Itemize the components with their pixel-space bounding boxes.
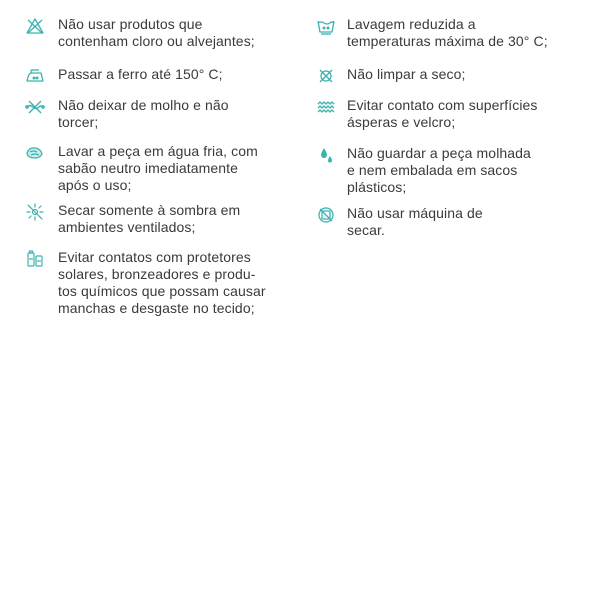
care-item-iron (24, 66, 223, 86)
care-text: Passar a ferro até 150° C; (58, 66, 223, 82)
no-bleach-icon (24, 16, 46, 36)
care-text: Não guardar a peça molhada e nem embalada em sacos plásticos; (347, 145, 531, 195)
care-item-wet-storage (315, 145, 531, 196)
care-text: Secar somente à sombra em ambientes ventilados; (58, 202, 241, 235)
care-text: Não usar produtos que contenham cloro ou alvejantes; (58, 16, 255, 49)
care-item-rough-surfaces (315, 97, 538, 131)
no-dry-clean-icon (315, 66, 337, 86)
care-item-shade-dry (24, 202, 240, 236)
care-text: Não limpar a seco; (347, 66, 466, 82)
care-item-no-machine-dry (315, 205, 483, 239)
shade-dry-icon (24, 202, 46, 222)
cold-water-wash-icon (24, 143, 46, 163)
care-text: Evitar contatos com protetores solares, bronzeadores e produ- tos químicos que possam causar manchas e desgaste no tecido; (58, 249, 266, 316)
rough-surfaces-icon (315, 97, 337, 117)
iron-150-icon (24, 66, 46, 86)
sunscreen-products-icon (24, 249, 46, 269)
care-item-wash-30 (315, 16, 548, 50)
care-item-no-soak (24, 97, 229, 131)
wash-30-icon (315, 16, 337, 36)
no-soak-wring-icon (24, 97, 46, 117)
care-text: Não usar máquina de secar. (347, 205, 483, 238)
care-text: Evitar contato com superfícies ásperas e velcro; (347, 97, 538, 130)
care-item-cold-wash (24, 143, 258, 194)
care-item-no-dry-clean (315, 66, 466, 86)
care-item-no-bleach (24, 16, 255, 50)
no-machine-dry-icon (315, 205, 337, 225)
care-item-sunscreen (24, 249, 266, 317)
care-text: Lavagem reduzida a temperaturas máxima de 30° C; (347, 16, 548, 49)
care-text: Lavar a peça em água fria, com sabão neutro imediatamente após o uso; (58, 143, 258, 193)
care-text: Não deixar de molho e não torcer; (58, 97, 229, 130)
water-drops-icon (315, 145, 337, 165)
